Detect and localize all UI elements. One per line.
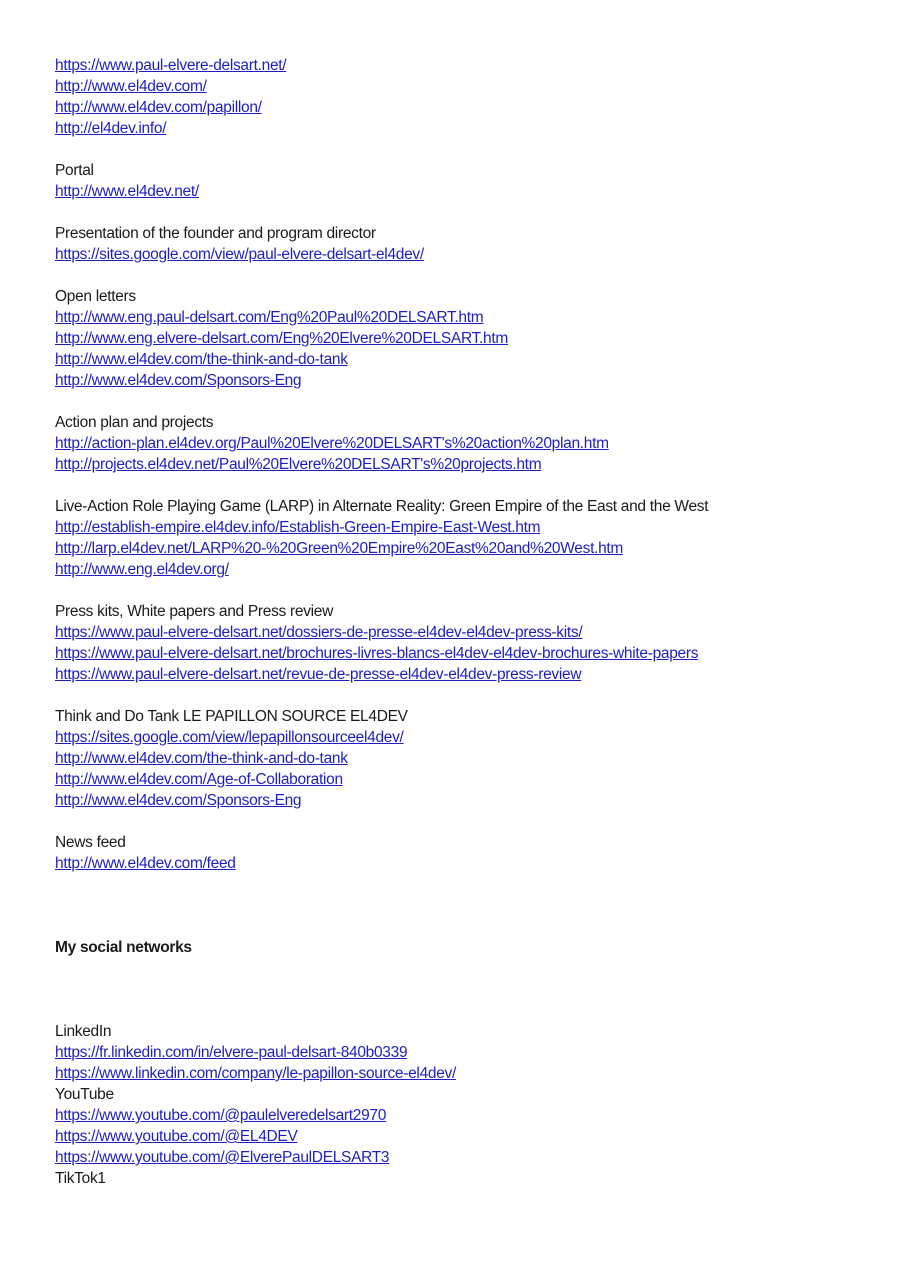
section-heading: News feed — [55, 834, 126, 851]
social-networks-block — [55, 1021, 885, 1189]
section-presentation — [55, 223, 885, 265]
linkedin-link[interactable]: https://www.linkedin.com/company/le-papillon-source-el4dev/ — [55, 1065, 456, 1082]
social-label-linkedin: LinkedIn — [55, 1023, 112, 1040]
top-link[interactable]: http://el4dev.info/ — [55, 120, 167, 137]
section-larp — [55, 496, 885, 580]
youtube-link[interactable]: https://www.youtube.com/@EL4DEV — [55, 1128, 298, 1145]
section-link[interactable]: http://www.el4dev.com/Sponsors-Eng — [55, 372, 302, 389]
youtube-link[interactable]: https://www.youtube.com/@ElverePaulDELSART3 — [55, 1149, 390, 1166]
document-page — [55, 55, 885, 1189]
top-link[interactable]: http://www.el4dev.com/papillon/ — [55, 99, 262, 116]
section-think-tank — [55, 706, 885, 811]
section-link[interactable]: http://www.el4dev.com/the-think-and-do-tank — [55, 750, 348, 767]
section-link[interactable]: http://www.eng.elvere-delsart.com/Eng%20Elvere%20DELSART.htm — [55, 330, 508, 347]
section-heading: Press kits, White papers and Press review — [55, 603, 334, 620]
youtube-link[interactable]: https://www.youtube.com/@paulelveredelsart2970 — [55, 1107, 387, 1124]
section-heading: Open letters — [55, 288, 136, 305]
section-action-plan — [55, 412, 885, 475]
section-link[interactable]: http://www.el4dev.com/Sponsors-Eng — [55, 792, 302, 809]
section-link[interactable]: http://www.el4dev.com/feed — [55, 855, 236, 872]
section-link[interactable]: https://sites.google.com/view/paul-elvere-delsart-el4dev/ — [55, 246, 424, 263]
social-label-youtube: YouTube — [55, 1086, 114, 1103]
section-open-letters — [55, 286, 885, 391]
section-link[interactable]: http://www.eng.el4dev.org/ — [55, 561, 229, 578]
section-link[interactable]: http://establish-empire.el4dev.info/Establish-Green-Empire-East-West.htm — [55, 519, 541, 536]
section-heading: Live-Action Role Playing Game (LARP) in Alternate Reality: Green Empire of the East and the West — [55, 498, 709, 515]
section-link[interactable]: http://larp.el4dev.net/LARP%20-%20Green%20Empire%20East%20and%20West.htm — [55, 540, 624, 557]
section-link[interactable]: https://www.paul-elvere-delsart.net/dossiers-de-presse-el4dev-el4dev-press-kits/ — [55, 624, 583, 641]
section-heading: Think and Do Tank LE PAPILLON SOURCE EL4DEV — [55, 708, 408, 725]
section-link[interactable]: https://sites.google.com/view/lepapillonsourceel4dev/ — [55, 729, 404, 746]
section-link[interactable]: http://www.el4dev.com/Age-of-Collaboration — [55, 771, 343, 788]
section-link[interactable]: http://www.eng.paul-delsart.com/Eng%20Paul%20DELSART.htm — [55, 309, 484, 326]
top-link[interactable]: https://www.paul-elvere-delsart.net/ — [55, 57, 287, 74]
section-link[interactable]: http://action-plan.el4dev.org/Paul%20Elvere%20DELSART's%20action%20plan.htm — [55, 435, 609, 452]
section-heading: Presentation of the founder and program director — [55, 225, 376, 242]
section-link[interactable]: http://projects.el4dev.net/Paul%20Elvere%20DELSART's%20projects.htm — [55, 456, 542, 473]
top-link[interactable]: http://www.el4dev.com/ — [55, 78, 207, 95]
section-link[interactable]: http://www.el4dev.com/the-think-and-do-tank — [55, 351, 348, 368]
social-label-tiktok: TikTok1 — [55, 1170, 106, 1187]
top-links-block — [55, 55, 885, 139]
linkedin-link[interactable]: https://fr.linkedin.com/in/elvere-paul-delsart-840b0339 — [55, 1044, 408, 1061]
section-heading: Action plan and projects — [55, 414, 214, 431]
section-press-kits — [55, 601, 885, 685]
section-heading: Portal — [55, 162, 94, 179]
section-link[interactable]: http://www.el4dev.net/ — [55, 183, 199, 200]
section-link[interactable]: https://www.paul-elvere-delsart.net/brochures-livres-blancs-el4dev-el4dev-brochures-white-papers — [55, 645, 699, 662]
section-portal — [55, 160, 885, 202]
section-news-feed — [55, 832, 885, 874]
section-link[interactable]: https://www.paul-elvere-delsart.net/revue-de-presse-el4dev-el4dev-press-review — [55, 666, 582, 683]
social-networks-heading: My social networks — [55, 939, 192, 956]
